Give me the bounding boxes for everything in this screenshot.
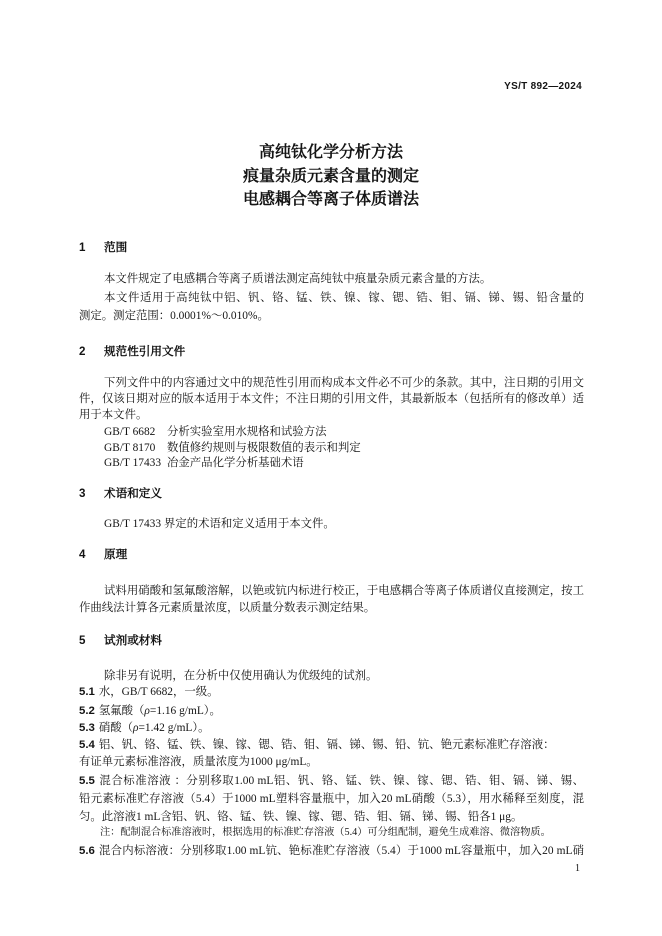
paragraph-line: 铅元素标准贮存溶液（5.4）于1000 mL塑料容量瓶中，加入20 mL硝酸（5.3），用水稀释至刻度，混 — [79, 793, 584, 805]
section-title: 原理 — [104, 548, 128, 561]
title-line-1: 高纯钛化学分析方法 — [258, 144, 403, 161]
section-number: 3 — [79, 487, 86, 500]
title-line-3: 电感耦合等离子体质谱法 — [242, 191, 419, 208]
section-5-heading — [79, 633, 162, 649]
reference-item — [104, 424, 584, 440]
reference-item — [104, 440, 584, 456]
section-title: 术语和定义 — [104, 487, 162, 500]
section-number: 1 — [79, 241, 86, 254]
clause-text: 水，GB/T 6682，一级。 — [98, 686, 219, 698]
clause-number: 5.4 — [79, 739, 95, 751]
paragraph-line: 本文件规定了电感耦合等离子质谱法测定高纯钛中痕量杂质元素含量的方法。 — [104, 273, 492, 285]
paragraph-line: 用于本文件。 — [79, 409, 148, 421]
clause-5-5 — [79, 773, 584, 789]
clause-number: 5.5 — [79, 775, 95, 787]
section-1-heading — [79, 240, 127, 256]
clause-5-4 — [79, 737, 584, 753]
paragraph-line: 本文件适用于高纯钛中铝、钒、铬、锰、铁、镍、镓、锶、锆、钼、镉、锑、锡、铅含量的 — [104, 292, 584, 304]
reference-title: 数值修约规则与极限数值的表示和判定 — [167, 442, 361, 454]
paragraph-line: 测定。测定范围：0.0001%～0.010%。 — [79, 310, 269, 322]
section-number: 2 — [79, 345, 86, 358]
section-number: 4 — [79, 548, 86, 561]
clause-5-1 — [79, 684, 584, 700]
paragraph-line: 作曲线法计算各元素质量浓度，以质量分数表示测定结果。 — [79, 602, 376, 614]
section-3-heading — [79, 486, 162, 502]
paragraph-line: 有证单元素标准溶液，质量浓度为1000 μg/mL。 — [79, 756, 318, 768]
paragraph-line: 匀。此溶液1 mL含铝、钒、铬、锰、铁、镍、镓、锶、锆、钼、镉、锑、锡、铅各1 μg。 — [79, 811, 523, 823]
paragraph-line: GB/T 17433 界定的术语和定义适用于本文件。 — [104, 518, 335, 530]
clause-text: =1.16 g/mL）。 — [149, 705, 221, 717]
paragraph-line: 除非另有说明，在分析中仅使用确认为优级纯的试剂。 — [104, 670, 378, 682]
clause-number: 5.2 — [79, 705, 95, 717]
section-4-heading — [79, 547, 127, 563]
reference-item — [104, 455, 584, 471]
density-symbol: ρ — [133, 722, 139, 734]
reference-code: GB/T 17433 — [104, 457, 162, 469]
clause-text: 混合内标溶液：分别移取1.00 mL钪、铯标准贮存溶液（5.4）于1000 mL容量瓶中，加入20 mL硝 — [98, 845, 584, 857]
reference-title: 分析实验室用水规格和试验方法 — [167, 426, 327, 438]
clause-text: 硝酸（ — [98, 722, 134, 734]
clause-number: 5.6 — [79, 845, 95, 857]
clause-text: 混合标准溶液 ：分别移取1.00 mL铝、钒、铬、锰、铁、镍、镓、锶、锆、钼、镉、锑、锡、 — [98, 775, 584, 787]
section-title: 试剂或材料 — [104, 634, 162, 647]
note: 注：配制混合标准溶液时，根据选用的标准贮存溶液（5.4）可分组配制，避免生成难溶、微溶物质。 — [100, 827, 551, 838]
clause-number: 5.3 — [79, 722, 95, 734]
section-title: 规范性引用文件 — [104, 345, 186, 358]
section-2-heading — [79, 344, 185, 360]
paragraph-line: 下列文件中的内容通过文中的规范性引用而构成本文件必不可少的条款。其中，注日期的引用文 — [104, 377, 584, 389]
paragraph-line: 件，仅该日期对应的版本适用于本文件；不注日期的引用文件，其最新版本（包括所有的修改单）适 — [79, 393, 584, 405]
clause-number: 5.1 — [79, 686, 95, 698]
standard-code: YS/T 892—2024 — [504, 81, 582, 92]
clause-text: 铝、钒、铬、锰、铁、镍、镓、锶、锆、钼、镉、锑、锡、铅、钪、铯元素标准贮存溶液： — [98, 739, 555, 751]
clause-5-3 — [79, 720, 584, 736]
clause-5-6 — [79, 843, 584, 859]
clause-text: =1.42 g/mL）。 — [138, 722, 210, 734]
reference-code: GB/T 6682 — [104, 426, 156, 438]
page-number: 1 — [575, 863, 580, 874]
section-title: 范围 — [104, 241, 128, 254]
reference-title: 冶金产品化学分析基础术语 — [167, 457, 304, 469]
density-symbol: ρ — [144, 705, 150, 717]
paragraph-line: 试料用硝酸和氢氟酸溶解，以铯或钪内标进行校正，于电感耦合等离子体质谱仪直接测定，按工 — [104, 585, 584, 597]
reference-code: GB/T 8170 — [104, 442, 156, 454]
clause-5-2 — [79, 703, 584, 719]
section-number: 5 — [79, 634, 86, 647]
title-line-2: 痕量杂质元素含量的测定 — [242, 168, 419, 185]
clause-text: 氢氟酸（ — [98, 705, 145, 717]
